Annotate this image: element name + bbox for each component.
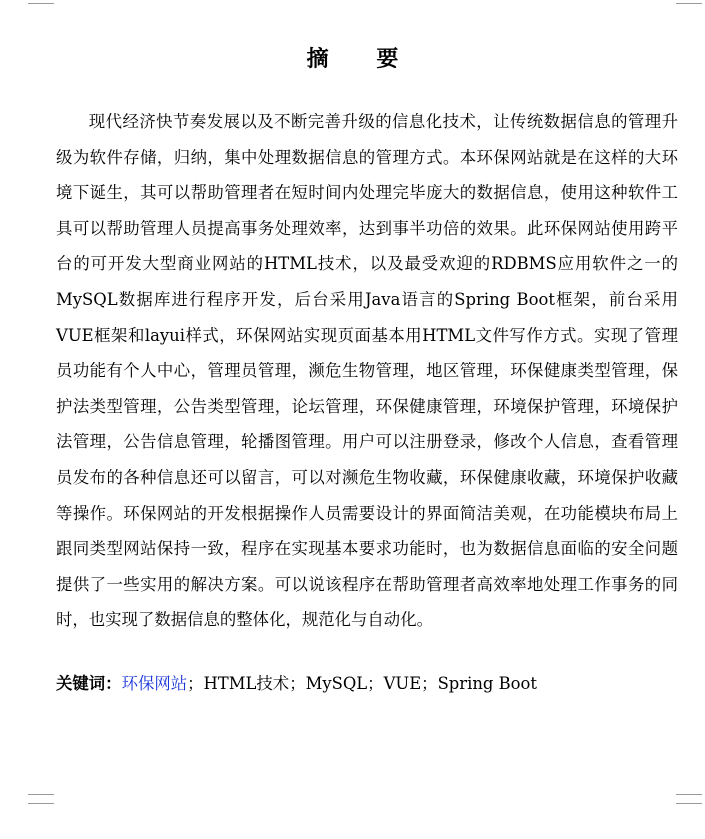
crop-mark-top-right <box>676 0 702 4</box>
page-title: 摘 要 <box>306 47 419 72</box>
keywords-label: 关键词： <box>56 674 122 693</box>
crop-mark-top-left <box>28 0 54 4</box>
abstract-paragraph: 现代经济快节奏发展以及不断完善升级的信息化技术，让传统数据信息的管理升级为软件存储，归纳，集中处理数据信息的管理方式。本环保网站就是在这样的大环境下诞生，其可以帮助管理者在短时间内处理完毕庞大的数据信息，使用这种软件工具可以帮助管理人员提高事务处理效率，达到事半功倍的效果。此环保网站使用跨平台的可开发大型商业网站的HTML技术，以及最受欢迎的RDBMS应用软件之一的MySQL数据库进行程序开发，后台采用Java语言的Spring Boot框架，前台采用VUE框架和layui样式，环保网站实现页面基本用HTML文件写作方式。实现了管理员功能有个人中心，管理员管理，濒危生物管理，地区管理，环保健康类型管理，保护法类型管理，公告类型管理，论坛管理，环保健康管理，环境保护管理，环境保护法管理，公告信息管理，轮播图管理。用户可以注册登录，修改个人信息，查看管理员发布的各种信息还可以留言，可以对濒危生物收藏，环保健康收藏，环境保护收藏等操作。环保网站的开发根据操作人员需要设计的界面简洁美观，在功能模块布局上跟同类型网站保持一致，程序在实现基本要求功能时，也为数据信息面临的安全问题提供了一些实用的解决方案。可以说该程序在帮助管理者高效率地处理工作事务的同时，也实现了数据信息的整体化，规范化与自动化。 <box>56 112 678 630</box>
keywords-rest: ；HTML技术；MySQL；VUE；Spring Boot <box>187 674 537 693</box>
crop-mark-bottom-left <box>28 794 54 804</box>
keyword-link[interactable]: 环保网站 <box>121 674 188 693</box>
keywords-line <box>56 666 678 702</box>
crop-mark-bottom-right <box>676 794 702 804</box>
